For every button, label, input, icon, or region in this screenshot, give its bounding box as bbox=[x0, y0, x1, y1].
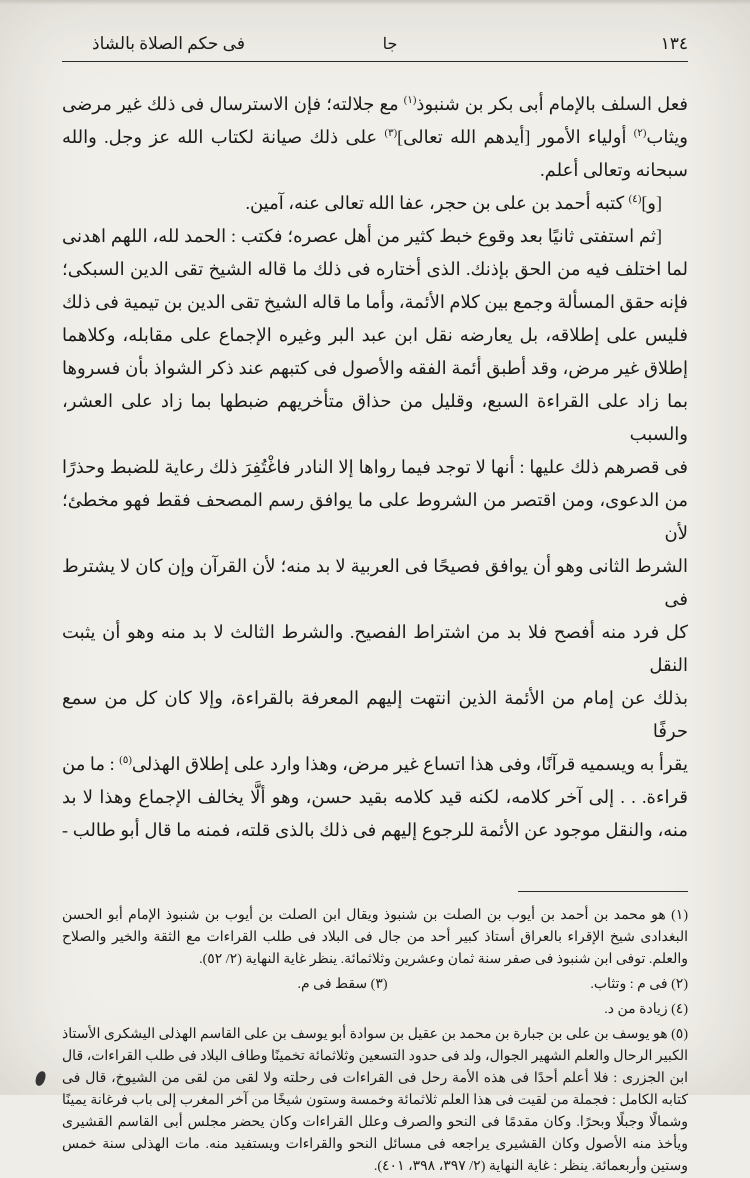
footnote-marker: (٣) bbox=[370, 977, 388, 992]
footnote-separator bbox=[518, 891, 688, 892]
footnote: (٣) سقط فى م. bbox=[297, 977, 388, 992]
body-line: الشرط الثانى وهو أن يوافق فصيحًا فى العربية لا بد منه؛ لأن القرآن وإن كان لا يشترط فى bbox=[62, 556, 688, 609]
body-line: إطلاق غير مرض، وقد أطبق أئمة الفقه والأصول فى كتبهم عند ذكر الشواذ بأن فسروها bbox=[62, 358, 688, 378]
footnote-ref: (٤) bbox=[628, 194, 642, 205]
footnote-ref: (١) bbox=[403, 95, 417, 106]
footnote: (٤) زيادة من د. bbox=[604, 1002, 688, 1017]
body-line: بذلك عن إمام من الأئمة الذين انتهت إليهم المعرفة بالقراءة، وإلا كان كل من سمع حرفًا bbox=[62, 688, 688, 741]
footnote-ref: (٥) bbox=[119, 755, 132, 766]
body-line: فى قصرهم ذلك عليها : أنها لا توجد فيما رواها إلا النادر فاغْتُفِرَ ذلك رعاية للضبط وحذرًا bbox=[62, 457, 688, 477]
footnote: (٥) هو يوسف بن على بن جبارة بن محمد بن عقيل بن سوادة أبو يوسف بن على القاسم الهذلى اليشكرى الأستاذ الكبير الرحال والعلم الشهير الجوال، ولد فى حدود التسعين وثلاثمائة تخمينًا وطاف البلاد فى طلب القراءات، قال ابن الجزرى : فلا أعلم أحدًا فى هذه الأمة رحل فى القراءات فى رحلته ولا لقى من لقى من الشيوخ، قال فى كتابه الكامل : فجملة من لقيت فى هذا العلم ثلاثمائة وخمسة وستون شيخًا من آخر المغرب إلى باب فرغانة يمينًا وشمالًا وجبلًا وبحرًا. وكان مقدمًا فى النحو والصرف وعلل القراءات وكان يحضر مجلس أبى القاسم القشيرى ويأخذ منه الأصول وكان القشيرى يراجعه فى مسائل النحو والقراءات ويستفيد منه. مات الهذلى سنة خمس وستين وأربعمائة. ينظر : غاية النهاية (٢/ ٣٩٧، ٣٩٨، ٤٠١). bbox=[62, 1027, 688, 1174]
body-line: يقرأ به ويسميه قرآنًا، وفى هذا اتساع غير مرض، وهذا وارد على إطلاق الهذلى$^{(٥)}$ : ما من bbox=[62, 754, 688, 774]
body-text bbox=[62, 88, 688, 847]
body-line: سبحانه وتعالى أعلم. bbox=[540, 160, 688, 180]
body-line: قراءة. . . إلى آخر كلامه، لكنه قيد كلامه بقيد حسن، وهو ألَّا يخالف الإجماع وهذا لا بد bbox=[62, 787, 688, 807]
body-line: من الدعوى، ومن اقتصر من الشروط على ما يوافق رسم المصحف فقط فهو مخطئ؛ لأن bbox=[62, 490, 688, 543]
footnote-row bbox=[62, 999, 688, 1021]
footnote-row bbox=[62, 905, 688, 971]
body-line: ويثاب$^{(٢)}$ أولياء الأمور [أيدهم الله تعالى]$^{(٣)}$ على ذلك صيانة لكتاب الله عز وجل. والله bbox=[62, 127, 688, 147]
body-line: كل فرد منه أفصح فلا بد من اشتراط الفصيح. والشرط الثالث لا بد منه وهو أن يثبت النقل bbox=[62, 622, 688, 675]
body-line: منه، والنقل موجود عن الأئمة للرجوع إليهم فى ذلك بالذى قلته، فمنه ما قال أبو طالب - bbox=[62, 820, 688, 840]
body-line: لما اختلف فيه من الحق بإذنك. الذى أختاره فى ذلك ما قاله الشيخ تقى الدين السبكى؛ bbox=[62, 259, 688, 279]
footnote-marker: (٥) bbox=[671, 1027, 688, 1042]
footnote: (١) هو محمد بن أحمد بن أيوب بن الصلت بن شنبوذ ويقال ابن الصلت بن أيوب بن شنبوذ الإمام أبو الحسن البغدادى شيخ الإقراء بالعراق أستاذ كبير أحد من جال فى البلاد فى طلب القراءات مع الثقة والخير والصلاح والعلم. توفى ابن شنبوذ فى صفر سنة ثمان وعشرين وثلاثمائة. ينظر غاية النهاية (٢/ ٥٢). bbox=[62, 908, 688, 967]
footnote-ref: (٣) bbox=[384, 128, 398, 139]
footnote-marker: (١) bbox=[671, 908, 688, 923]
body-line: فليس على إطلاقه، بل يعارضه نقل ابن عبد البر وغيره الإجماع على مقابله، وكلاهما bbox=[62, 325, 688, 345]
footnotes bbox=[62, 905, 688, 1178]
footnote-marker: (٤) bbox=[671, 1002, 688, 1017]
scan-artifact bbox=[34, 1070, 46, 1087]
header-center-mark: جا bbox=[382, 36, 398, 53]
body-line: [و]$^{(٤)}$ كتبه أحمد بن على بن حجر، عفا الله تعالى عنه، آمين. bbox=[245, 193, 662, 213]
footnote-ref: (٢) bbox=[633, 128, 647, 139]
page-number: ١٣٤ bbox=[660, 34, 688, 53]
chapter-title: فى حكم الصلاة بالشاذ bbox=[92, 34, 245, 53]
body-line: بما زاد على القراءة السبع، وقليل من حذاق متأخريهم ضبطها بما زاد على العشر، والسبب bbox=[62, 391, 688, 444]
footnote-row bbox=[62, 974, 688, 996]
footnote-row bbox=[62, 1024, 688, 1178]
body-line: فعل السلف بالإمام أبى بكر بن شنبوذ$^{(١)}$ مع جلالته؛ فإن الاسترسال فى ذلك غير مرضى bbox=[62, 94, 688, 114]
page-header bbox=[62, 34, 688, 62]
body-line: [ثم استفتى ثانيًا بعد وقوع خبط كثير من أهل عصره؛ فكتب : الحمد لله، اللهم اهدنى bbox=[62, 226, 662, 246]
body-line: فإنه حقق المسألة وجمع بين كلام الأئمة، وأما ما قاله الشيخ تقى الدين بن تيمية فى ذلك bbox=[62, 292, 688, 312]
footnote: (٢) فى م : وتثاب. bbox=[590, 977, 688, 992]
footnote-marker: (٢) bbox=[671, 977, 688, 992]
